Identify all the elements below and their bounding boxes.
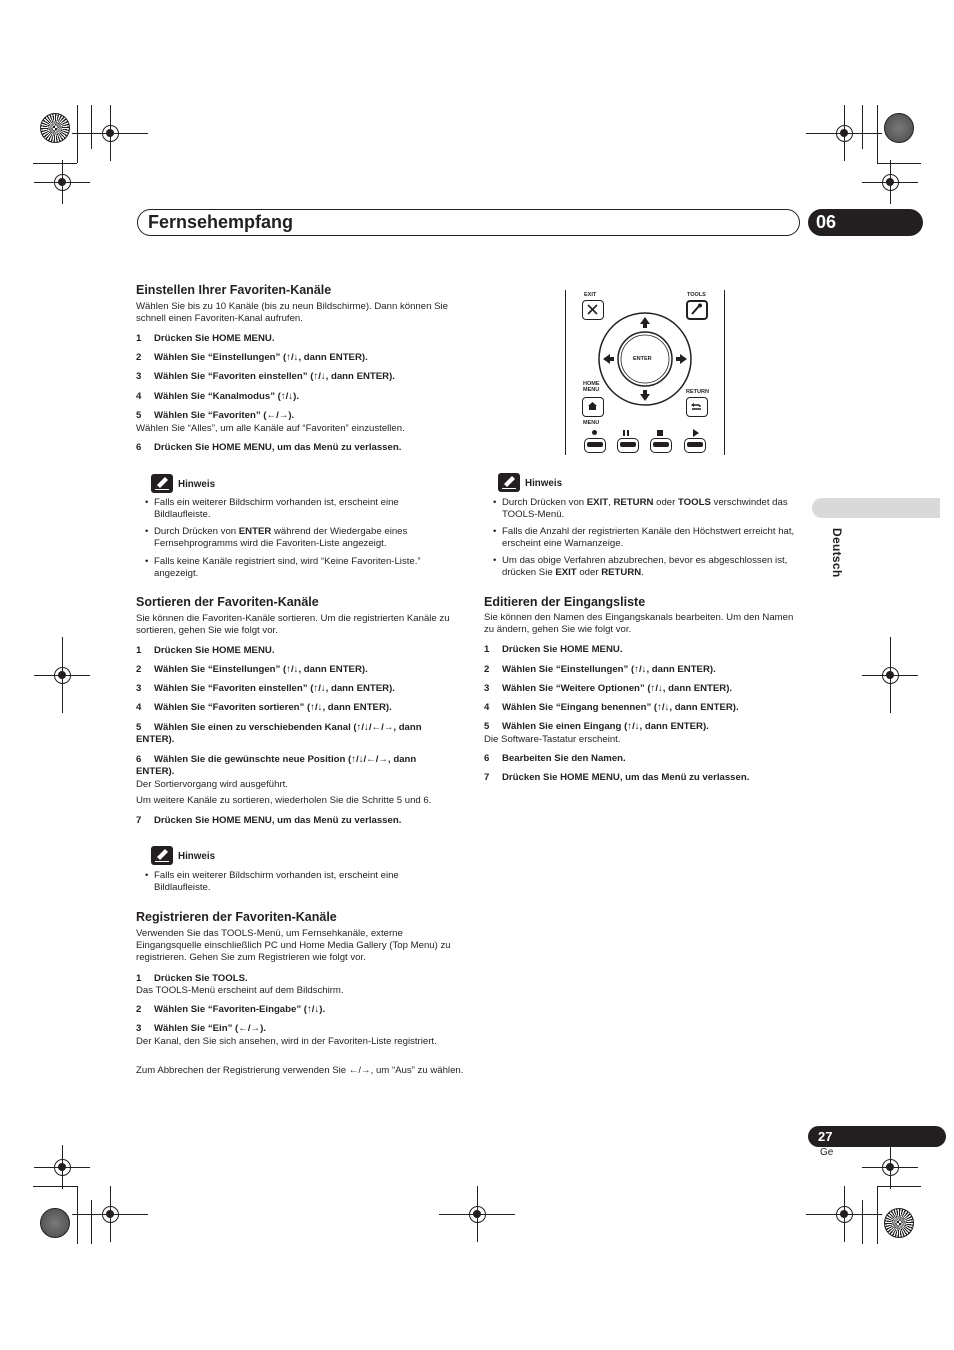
section-title-register-favorites: Registrieren der Favoriten-Kanäle bbox=[136, 910, 337, 924]
step-note: Der Kanal, den Sie sich ansehen, wird in der Favoriten-Liste registriert. bbox=[136, 1036, 437, 1047]
chapter-number-badge bbox=[808, 209, 923, 236]
note-bullet: • Falls ein weiterer Bildschirm vorhanden ist, erscheint eine Bildlaufleiste. bbox=[154, 870, 454, 894]
step-item: 3 Wählen Sie “Ein” (←/→). bbox=[136, 1023, 266, 1034]
color-burst-icon bbox=[884, 113, 914, 143]
step-item: 3 Wählen Sie “Weitere Optionen” (↑/↓, dann ENTER). bbox=[484, 683, 733, 694]
step-item: 6 Wählen Sie die gewünschte neue Position (↑/↓/←/→, dann bbox=[136, 754, 417, 765]
section-intro: Wählen Sie bis zu 10 Kanäle (bis zu neun Bildschirme). Dann können Sie schnell einen Favoriten-Kanal aufrufen. bbox=[136, 301, 448, 324]
step-item: 6 Bearbeiten Sie den Namen. bbox=[484, 753, 626, 764]
step-note: Der Sortiervorgang wird ausgeführt. bbox=[136, 779, 288, 790]
note-title: Hinweis bbox=[178, 851, 216, 862]
step-item-continued: ENTER). bbox=[136, 766, 175, 777]
tools-label: TOOLS bbox=[687, 292, 706, 298]
section-title-set-favorites: Einstellen Ihrer Favoriten-Kanäle bbox=[136, 283, 332, 297]
step-note: Um weitere Kanäle zu sortieren, wiederholen Sie die Schritte 5 und 6. bbox=[136, 795, 432, 806]
exit-label: EXIT bbox=[584, 292, 597, 298]
step-item: 4 Wählen Sie “Favoriten sortieren” (↑/↓, dann ENTER). bbox=[136, 702, 392, 713]
return-button bbox=[686, 397, 708, 417]
step-item: 5 Wählen Sie “Favoriten” (←/→). bbox=[136, 410, 295, 421]
step-item: 7 Drücken Sie HOME MENU, um das Menü zu verlassen. bbox=[484, 772, 750, 783]
step-item: 1 Drücken Sie HOME MENU. bbox=[136, 333, 275, 344]
page-number-badge bbox=[808, 1126, 946, 1147]
note-bullet: • Falls keine Kanäle registriert sind, wird “Keine Favoriten-Liste.” angezeigt. bbox=[154, 556, 464, 580]
language-code: Ge bbox=[820, 1147, 834, 1158]
step-item-continued: ENTER). bbox=[136, 734, 175, 745]
color-burst-icon bbox=[40, 113, 70, 143]
chapter-number: 06 bbox=[816, 212, 837, 232]
record-icon bbox=[592, 430, 597, 435]
play-icon bbox=[692, 429, 700, 437]
language-tab bbox=[812, 498, 940, 518]
section-intro: Sie können den Namen des Eingangskanals bearbeiten. Um den Namen zu ändern, gehen Sie wie folgt vor. bbox=[484, 612, 794, 635]
step-note: Wählen Sie “Alles”, um alle Kanäle auf “Favoriten” einzustellen. bbox=[136, 423, 405, 434]
language-label: Deutsch bbox=[830, 528, 844, 578]
step-item: 1 Drücken Sie HOME MENU. bbox=[484, 644, 623, 655]
return-label: RETURN bbox=[686, 389, 709, 395]
transport-button bbox=[650, 438, 672, 453]
section-title-edit-input-list: Editieren der Eingangsliste bbox=[484, 595, 646, 609]
step-item: 2 Wählen Sie “Einstellungen” (↑/↓, dann ENTER). bbox=[136, 664, 368, 675]
step-item: 3 Wählen Sie “Favoriten einstellen” (↑/↓, dann ENTER). bbox=[136, 371, 395, 382]
step-item: 1 Drücken Sie HOME MENU. bbox=[136, 645, 275, 656]
color-burst-icon bbox=[884, 1208, 914, 1238]
page-title: Fernsehempfang bbox=[148, 212, 294, 232]
transport-button bbox=[684, 438, 706, 453]
step-item: 2 Wählen Sie “Einstellungen” (↑/↓, dann ENTER). bbox=[136, 352, 368, 363]
section-intro: Verwenden Sie das TOOLS-Menü, um Fernsehkanäle, externe Eingangsquelle einschließlich PC und Home Media Gallery (Top Menu) zu registrieren. Gehen Sie zum Registrieren wie folgt vor. bbox=[136, 928, 451, 963]
note-bullet: • Falls ein weiterer Bildschirm vorhanden ist, erscheint eine Bildlaufleiste. bbox=[154, 497, 454, 521]
note-pencil-icon bbox=[151, 846, 173, 865]
step-item: 2 Wählen Sie “Einstellungen” (↑/↓, dann ENTER). bbox=[484, 664, 716, 675]
step-item: 2 Wählen Sie “Favoriten-Eingabe” (↑/↓). bbox=[136, 1004, 326, 1015]
step-item: 4 Wählen Sie “Eingang benennen” (↑/↓, dann ENTER). bbox=[484, 702, 739, 713]
note-title: Hinweis bbox=[525, 478, 563, 489]
home-menu-button bbox=[582, 397, 604, 417]
transport-button bbox=[584, 438, 606, 453]
transport-button bbox=[617, 438, 639, 453]
note-pencil-icon bbox=[498, 473, 520, 492]
color-burst-icon bbox=[40, 1208, 70, 1238]
step-note: Die Software-Tastatur erscheint. bbox=[484, 734, 621, 745]
note-bullet: • Durch Drücken von ENTER während der Wiedergabe eines Fernsehprogramms wird die Favoriten-Liste angezeigt. bbox=[154, 526, 454, 550]
step-item: 4 Wählen Sie “Kanalmodus” (↑/↓). bbox=[136, 391, 299, 402]
step-note: Das TOOLS-Menü erscheint auf dem Bildschirm. bbox=[136, 985, 344, 996]
menu-label: MENU bbox=[583, 420, 600, 426]
stop-icon bbox=[657, 430, 663, 436]
step-item: 5 Wählen Sie einen Eingang (↑/↓, dann ENTER). bbox=[484, 721, 709, 732]
home-menu-label: HOME MENU bbox=[583, 381, 600, 393]
step-item: 6 Drücken Sie HOME MENU, um das Menü zu verlassen. bbox=[136, 442, 402, 453]
note-bullet: • Durch Drücken von EXIT, RETURN oder TOOLS verschwindet das TOOLS-Menü. bbox=[502, 497, 807, 521]
pause-icon bbox=[621, 430, 631, 436]
section-intro: Sie können die Favoriten-Kanäle sortieren. Um die registrierten Kanäle zu sortieren, gehen Sie wie folgt vor. bbox=[136, 613, 450, 636]
note-bullet: • Falls die Anzahl der registrierten Kanäle den Höchstwert erreicht hat, erscheint eine Warnanzeige. bbox=[502, 526, 802, 550]
step-item: 5 Wählen Sie einen zu verschiebenden Kanal (↑/↓/←/→, dann bbox=[136, 722, 422, 733]
page-number: 27 bbox=[818, 1129, 833, 1144]
step-item: 7 Drücken Sie HOME MENU, um das Menü zu verlassen. bbox=[136, 815, 402, 826]
step-item: 3 Wählen Sie “Favoriten einstellen” (↑/↓, dann ENTER). bbox=[136, 683, 395, 694]
note-title: Hinweis bbox=[178, 479, 216, 490]
note-pencil-icon bbox=[151, 474, 173, 493]
note-bullet: • Um das obige Verfahren abzubrechen, bevor es abgeschlossen ist, drücken Sie EXIT oder RETURN. bbox=[502, 555, 810, 579]
section-title-sort-favorites: Sortieren der Favoriten-Kanäle bbox=[136, 595, 319, 609]
step-note: Zum Abbrechen der Registrierung verwenden Sie ←/→, um “Aus” zu wählen. bbox=[136, 1065, 464, 1076]
enter-label: ENTER bbox=[633, 356, 652, 362]
step-item: 1 Drücken Sie TOOLS. bbox=[136, 973, 248, 984]
